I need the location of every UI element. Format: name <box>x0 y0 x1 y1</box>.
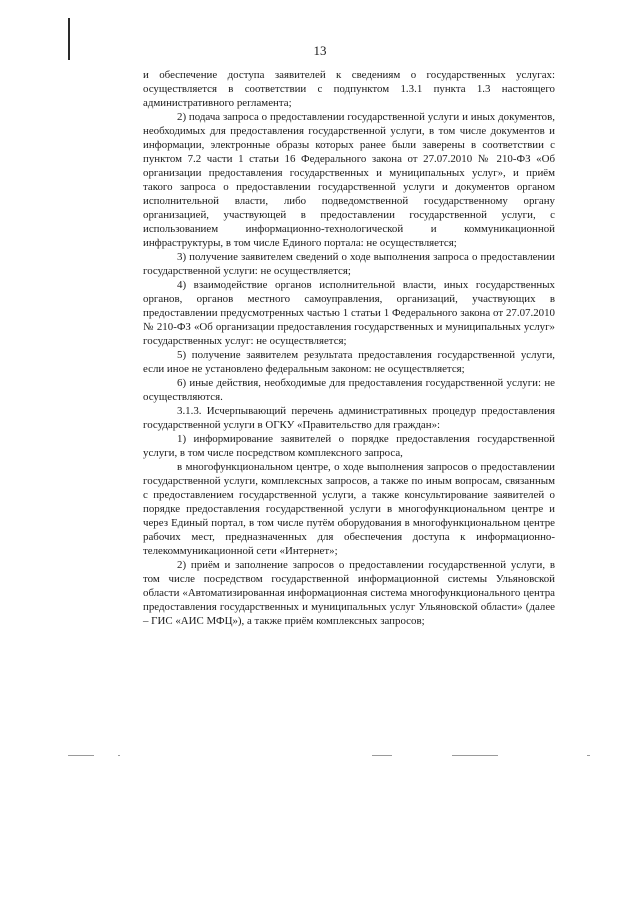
paragraph-list-item-1: 1) информирование заявителей о порядке предоставления государственной услуги, в том числе посредством комплексного запроса, <box>143 433 555 459</box>
scan-mark <box>118 755 120 756</box>
paragraph-section-3-1-3: 3.1.3. Исчерпывающий перечень административных процедур предоставления государственной услуги в ОГКУ «Правительство для граждан»: <box>143 405 555 431</box>
page-number: 13 <box>313 43 327 58</box>
scan-artifact-rule <box>0 755 640 756</box>
scan-mark <box>587 755 590 756</box>
paragraph-item-6: 6) иные действия, необходимые для предоставления государственной услуги: не осуществляются. <box>143 377 555 403</box>
paragraph-item-2: 2) подача запроса о предоставлении государственной услуги и иных документов, необходимых для предоставления государственной услуги, в том числе документов и информации, электронные образы которых ранее были заверены в соответствии с пунктом 7.2 части 1 статьи 16 Федерального закона от 27.07.2010 № 210-ФЗ «Об организации предоставления государственных и муниципальных услуг», и приём такого запроса о предоставлении государственной услуги и документов органом исполнительной власти, либо подведомственной государственному органу организацией, участвующей в предоставлении государственной услуги, с использованием информационно-технологической и коммуникационной инфраструктуры, в том числе Единого портала: не осуществляется; <box>143 111 555 249</box>
scan-mark <box>372 755 392 756</box>
scan-mark-left <box>68 755 94 756</box>
paragraph-item-4: 4) взаимодействие органов исполнительной власти, иных государственных органов, органов местного самоуправления, организаций, участвующих в предоставлении предусмотренных частью 1 статьи 1 Федерального закона от 27.07.2010 № 210-ФЗ «Об организации предоставления государственных и муниципальных услуг» государственных услуг: не осуществляется; <box>143 279 555 347</box>
paragraph-item-5: 5) получение заявителем результата предоставления государственной услуги, если иное не установлено федеральным законом: не осуществляется; <box>143 349 555 375</box>
document-body <box>143 68 555 628</box>
paragraph-list-item-2: 2) приём и заполнение запросов о предоставлении государственной услуги, в том числе посредством государственной информационной системы Ульяновской области «Автоматизированная информационная система многофункционального центра предоставления государственных и муниципальных услуг Ульяновской области» (далее – ГИС «АИС МФЦ»), а также приём комплексных запросов; <box>143 559 555 627</box>
paragraph-list-item-1-cont: в многофункциональном центре, о ходе выполнения запросов о предоставлении государственной услуги, комплексных запросов, а также по иным вопросам, связанным с предоставлением государственной услуги, а также консультирование заявителей о порядке предоставления государственной услуги в многофункциональном центре и через Единый портал, в том числе путём оборудования в многофункциональном центре рабочих мест, предназначенных для обеспечения доступа к информационно-телекоммуникационной сети «Интернет»; <box>143 461 555 557</box>
paragraph-continuation: и обеспечение доступа заявителей к сведениям о государственных услугах: осуществляется в соответствии с подпунктом 1.3.1 пункта 1.3 настоящего административного регламента; <box>143 69 555 109</box>
scan-mark <box>452 755 498 756</box>
paragraph-item-3: 3) получение заявителем сведений о ходе выполнения запроса о предоставлении государственной услуги: не осуществляется; <box>143 251 555 277</box>
